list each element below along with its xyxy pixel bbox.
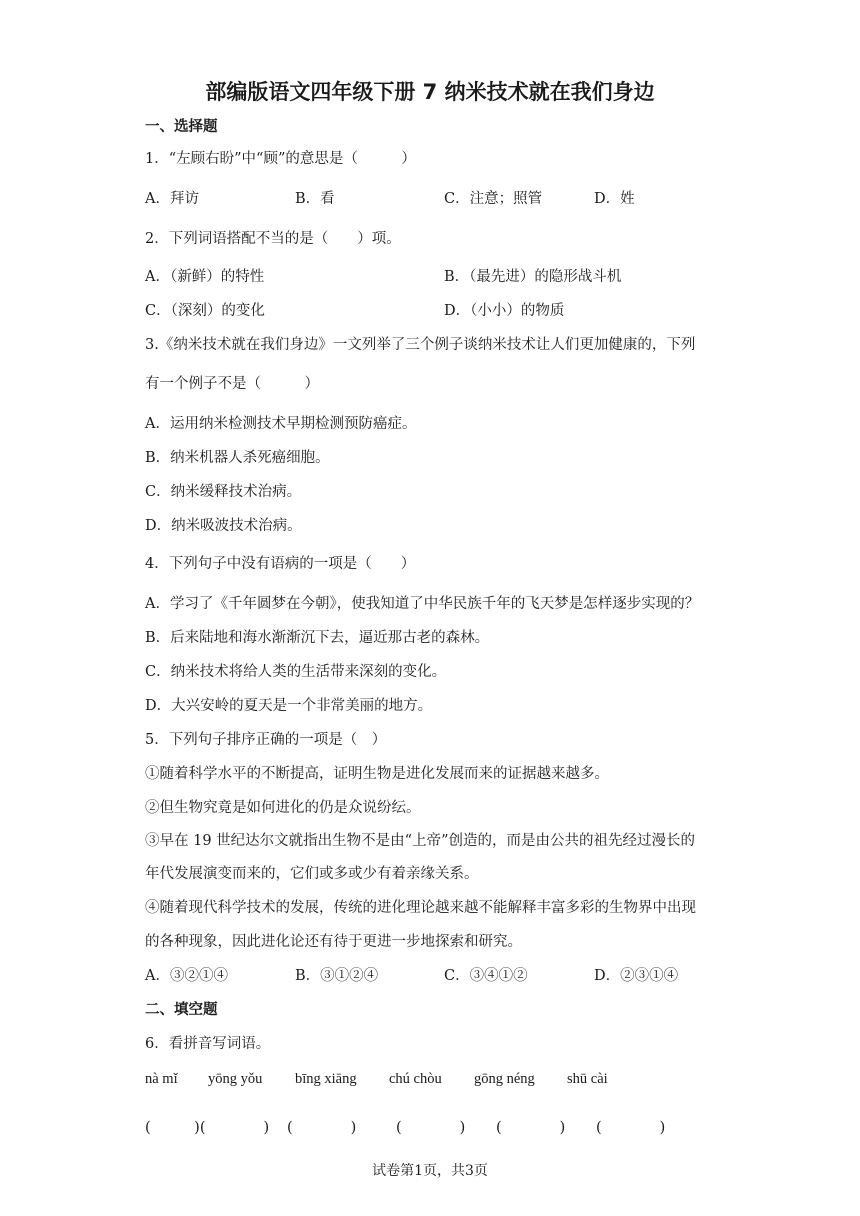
- q2-option-b: B．（最先进）的隐形战斗机: [444, 269, 622, 285]
- q2-option-a: A．（新鲜）的特性: [145, 269, 265, 285]
- q5-sentence-3-line1: ③早在 19 世纪达尔文就指出生物不是由“上帝”创造的，而是由公共的祖先经过漫长的: [145, 833, 695, 849]
- page-footer: 试卷第1页，共3页: [372, 1163, 488, 1179]
- question-6-stem: 6．看拼音写词语。: [145, 1036, 271, 1052]
- answer-blank-6: ( ): [596, 1120, 666, 1136]
- question-3-stem-line1: 3.《纳米技术就在我们身边》一文列举了三个例子谈纳米技术让人们更加健康的，下列: [145, 337, 696, 353]
- q4-option-c: C．纳米技术将给人类的生活带来深刻的变化。: [145, 664, 447, 680]
- q4-option-d: D．大兴安岭的夏天是一个非常美丽的地方。: [145, 698, 433, 714]
- q1-option-a: A．拜访: [145, 191, 199, 207]
- q5-sentence-3-line2: 年代发展演变而来的，它们或多或少有着亲缘关系。: [145, 866, 479, 882]
- question-1-stem: 1．“左顾右盼”中“顾”的意思是（ ）: [145, 151, 416, 167]
- q2-option-c: C．（深刻）的变化: [145, 303, 265, 319]
- pinyin-6: shū cài: [567, 1071, 608, 1087]
- q1-option-c: C．注意；照管: [444, 191, 543, 207]
- section-heading-fill: 二、填空题: [145, 1002, 218, 1018]
- question-2-stem: 2．下列词语搭配不当的是（ ）项。: [145, 231, 401, 247]
- q4-option-b: B．后来陆地和海水渐渐沉下去，逼近那古老的森林。: [145, 630, 490, 646]
- pinyin-2: yōng yǒu: [208, 1071, 263, 1087]
- answer-blank-3: ( ): [287, 1120, 357, 1136]
- pinyin-1: nà mǐ: [145, 1071, 178, 1087]
- q1-option-d: D．姓: [594, 191, 635, 207]
- q3-option-a: A．运用纳米检测技术早期检测预防癌症。: [145, 416, 417, 432]
- q5-option-a: A．③②①④: [145, 968, 228, 984]
- section-heading-choice: 一、选择题: [145, 119, 218, 135]
- q2-option-d: D．（小小）的物质: [444, 303, 565, 319]
- q3-option-c: C．纳米缓释技术治病。: [145, 484, 302, 500]
- q4-option-a: A．学习了《千年圆梦在今朝》，使我知道了中华民族千年的飞天梦是怎样逐步实现的？: [145, 596, 700, 612]
- q1-option-b: B．看: [295, 191, 335, 207]
- q5-option-c: C．③④①②: [444, 968, 528, 984]
- answer-blank-1-2: ( )( ): [145, 1120, 270, 1136]
- pinyin-5: gōng néng: [474, 1071, 535, 1087]
- q5-sentence-4-line1: ④随着现代科学技术的发展，传统的进化理论越来越不能解释丰富多彩的生物界中出现: [145, 900, 696, 916]
- q5-option-d: D．②③①④: [594, 968, 679, 984]
- page-title: 部编版语文四年级下册 7 纳米技术就在我们身边: [205, 80, 655, 104]
- q5-sentence-1: ①随着科学水平的不断提高，证明生物是进化发展而来的证据越来越多。: [145, 766, 609, 782]
- q5-sentence-2: ②但生物究竟是如何进化的仍是众说纷纭。: [145, 800, 421, 816]
- pinyin-3: bīng xiāng: [295, 1071, 357, 1087]
- q3-option-d: D．纳米吸波技术治病。: [145, 518, 302, 534]
- pinyin-4: chú chòu: [389, 1071, 442, 1087]
- question-5-stem: 5．下列句子排序正确的一项是（ ）: [145, 732, 387, 748]
- answer-blank-4: ( ): [396, 1120, 466, 1136]
- q3-option-b: B．纳米机器人杀死癌细胞。: [145, 450, 330, 466]
- question-4-stem: 4．下列句子中没有语病的一项是（ ）: [145, 556, 416, 572]
- question-3-stem-line2: 有一个例子不是（ ）: [145, 376, 319, 392]
- q5-option-b: B．③①②④: [295, 968, 379, 984]
- q5-sentence-4-line2: 的各种现象，因此进化论还有待于更进一步地探索和研究。: [145, 934, 522, 950]
- answer-blank-5: ( ): [496, 1120, 566, 1136]
